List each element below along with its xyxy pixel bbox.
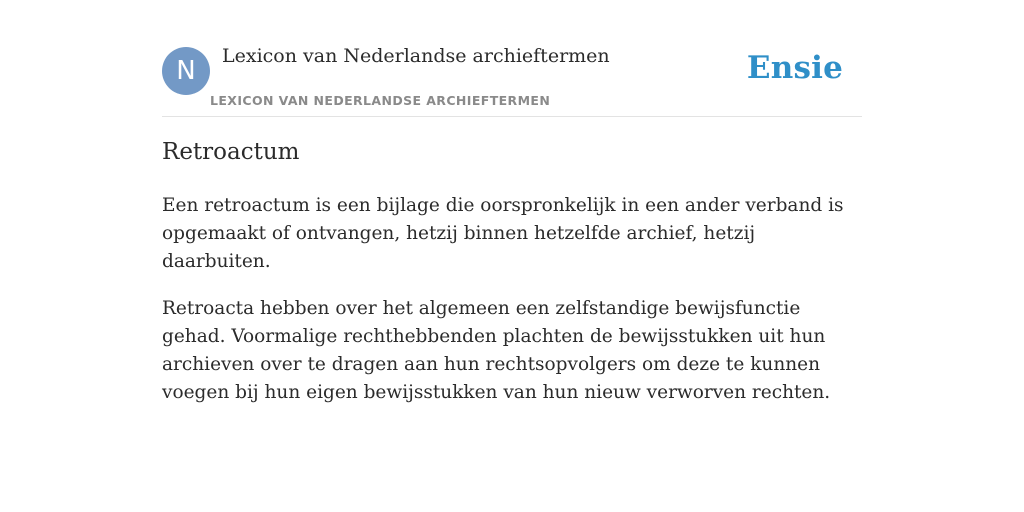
entry-header [162,0,862,117]
source-subtitle: LEXICON VAN NEDERLANDSE ARCHIEFTERMEN [210,93,551,108]
body-paragraph: Retroacta hebben over het algemeen een zelfstandige bewijsfunctie gehad. Voormalige rechthebbenden plachten de bewijsstukken uit hun archieven over te dragen aan hun rechtsopvolgers om deze te kunnen voegen bij hun eigen bewijsstukken van hun nieuw verworven rechten. [162,298,831,403]
source-title-link[interactable]: Lexicon van Nederlandse archieftermen [222,45,610,67]
entry-card [162,0,862,403]
entry-title: Retroactum [162,139,300,165]
entry-body [162,192,862,426]
source-avatar[interactable]: N [162,47,210,95]
ensie-logo[interactable]: Ensie [746,50,843,86]
body-paragraph: Een retroactum is een bijlage die oorspronkelijk in een ander verband is opgemaakt of ontvangen, hetzij binnen hetzelfde archief, hetzij daarbuiten. [162,195,844,272]
